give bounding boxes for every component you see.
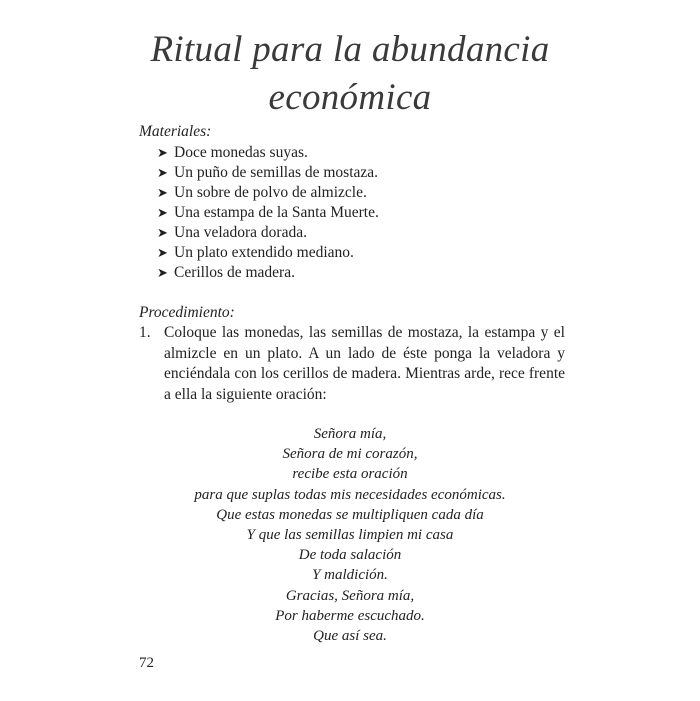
list-item: [157, 143, 379, 163]
title-line-2: económica: [268, 77, 432, 118]
material-text: Un puño de semillas de mostaza.: [174, 164, 379, 181]
list-item: [157, 203, 379, 223]
list-item: [157, 223, 379, 243]
arrowhead-bullet-icon: ➤: [157, 145, 168, 160]
material-text: Un sobre de polvo de almizcle.: [174, 184, 367, 201]
prayer-line: para que suplas todas mis necesidades económicas.: [194, 486, 506, 503]
arrowhead-bullet-icon: ➤: [157, 205, 168, 220]
procedure-heading: Procedimiento:: [139, 304, 235, 321]
material-text: Un plato extendido mediano.: [174, 244, 354, 261]
prayer-line: Señora mía,: [313, 426, 387, 442]
list-item: [157, 243, 379, 263]
prayer-line: Señora de mi corazón,: [282, 446, 418, 463]
material-text: Una veladora dorada.: [174, 224, 307, 241]
page-number: 72: [139, 655, 154, 671]
procedure-step: [139, 323, 565, 405]
list-item: [157, 183, 379, 203]
prayer-line: Y maldición.: [312, 567, 388, 584]
prayer-line: recibe esta oración: [292, 466, 408, 483]
list-item: [157, 263, 379, 283]
step-number: 1.: [139, 324, 151, 341]
materials-list: [157, 143, 379, 283]
title-line-1: Ritual para la abundancia: [150, 29, 550, 70]
arrowhead-bullet-icon: ➤: [157, 265, 168, 280]
step-text: Coloque las monedas, las semillas de mostaza, la estampa y el almizcle en un plato. A un lado de éste ponga la veladora y enciéndala con los cerillos de madera. Mientras arde, rece frente a ella la siguiente oración:: [164, 324, 565, 403]
arrowhead-bullet-icon: ➤: [157, 225, 168, 240]
material-text: Cerillos de madera.: [174, 264, 295, 281]
prayer-line: Gracias, Señora mía,: [285, 587, 415, 604]
prayer-line: De toda salación: [298, 547, 402, 564]
material-text: Una estampa de la Santa Muerte.: [174, 204, 379, 221]
prayer-block: [120, 424, 580, 646]
prayer-line: Por haberme escuchado.: [275, 607, 425, 624]
material-text: Doce monedas suyas.: [174, 144, 308, 161]
prayer-line: Que estas monedas se multipliquen cada día: [216, 506, 484, 523]
arrowhead-bullet-icon: ➤: [157, 185, 168, 200]
prayer-line: Y que las semillas limpien mi casa: [246, 526, 454, 543]
arrowhead-bullet-icon: ➤: [157, 245, 168, 260]
prayer-line: Que así sea.: [313, 627, 387, 644]
list-item: [157, 163, 379, 183]
arrowhead-bullet-icon: ➤: [157, 165, 168, 180]
materials-heading: Materiales:: [139, 123, 212, 140]
page-title: [100, 26, 600, 122]
